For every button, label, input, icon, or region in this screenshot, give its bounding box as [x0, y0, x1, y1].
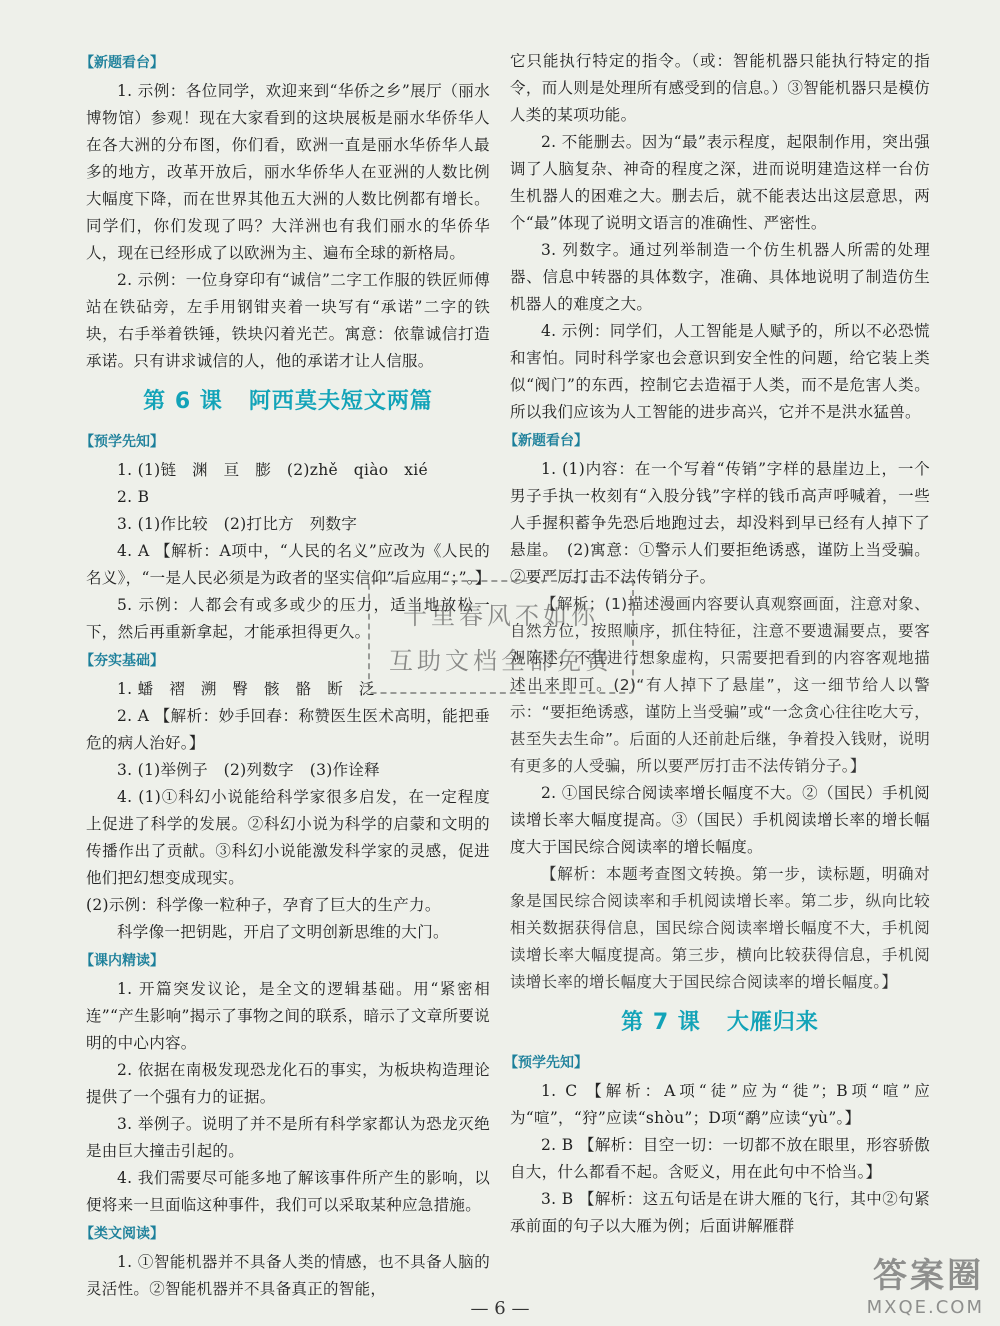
- stamp-line-2: 互助文档全部免费: [389, 647, 613, 675]
- section-tag: 【类文阅读】: [80, 1226, 164, 1242]
- section-tag-label: 预学先知: [94, 434, 150, 450]
- answer-paragraph: (2)示例：科学像一粒种子，孕育了巨大的生产力。: [86, 896, 441, 914]
- section-tag-label: 新题看台: [94, 55, 150, 71]
- section-tag-label: 类文阅读: [94, 1226, 150, 1242]
- answer-paragraph: 3. (1)举例子 (2)列数字 (3)作诠释: [117, 761, 380, 779]
- answer-paragraph: 4. 示例：同学们，人工智能是人赋予的，所以不必恐慌和害怕。同时科学家也会意识到安全性的问题，给它装上类似“阀门”的东西，控制它去造福于人类，而不是危害人类。所以我们应该为人工智能的进步高兴，它并不是洪水猛兽。: [510, 322, 930, 421]
- answer-paragraph: 5. 示例：人都会有或多或少的压力，适当地放松一下，然后再重新拿起，才能承担得更久。: [86, 596, 490, 641]
- section-tag: 【课内精读】: [80, 953, 164, 969]
- answer-paragraph: 科学像一把钥匙，开启了文明创新思维的大门。: [117, 923, 449, 941]
- analysis-paragraph: 【解析：(1)描述漫画内容要认真观察画面，注意对象、自然方位，按照顺序，抓住特征，注意不要遗漏要点，要客观陈述，不宜进行想象虚构，只需要把看到的内容客观地描述出来即可。(2)“有人掉下了悬崖”，这一细节给人以警示：“要拒绝诱惑，谨防上当受骗”或“一念贪心往往吃大亏，甚至失去生命”。后面的人还前赴后继，争着投入钱财，说明有更多的人受骗，所以要严厉打击不法传销分子。】: [510, 595, 930, 775]
- answer-paragraph: 2. 依据在南极发现恐龙化石的事实，为板块构造理论提供了一个强有力的证据。: [86, 1061, 490, 1106]
- answer-paragraph: 2. 不能删去。因为“最”表示程度，起限制作用，突出强调了人脑复杂、神奇的程度之深，进而说明建造这样一台仿生机器人的困难之大。删去后，就不能表达出这层意思，两个“最”体现了说明文语言的准确性、严密性。: [510, 133, 930, 232]
- watermark: [867, 1248, 984, 1318]
- watermark-line-1: 答案圈: [873, 1256, 984, 1296]
- answer-paragraph: 1. (1)内容：在一个写着“传销”字样的悬崖边上，一个男子手执一枚刻有“入股分钱”字样的钱币高声呼喊着，一些人手握积蓄争先恐后地跑过去，却没料到早已经有人掉下了悬崖。 (2)寓意：①警示人们要拒绝诱惑，谨防上当受骗。②要严厉打击不法传销分子。: [510, 460, 930, 586]
- answer-paragraph: 1. 示例：各位同学，欢迎来到“华侨之乡”展厅（丽水博物馆）参观！现在大家看到的这块展板是丽水华侨华人在各大洲的分布图，你们看，欧洲一直是丽水华侨华人最多的地方，改革开放后，丽水华侨华人在亚洲的人数比例大幅度下降，而在世界其他五大洲的人数比例都有增长。同学们，你们发现了吗？大洋洲也有我们丽水的华侨华人，现在已经形成了以欧洲为主、遍布全球的新格局。: [86, 82, 490, 262]
- section-tag: 【预学先知】: [504, 1055, 588, 1071]
- page-number: — 6 —: [470, 1298, 530, 1319]
- analysis-paragraph: 【解析：本题考查图文转换。第一步，读标题，明确对象是国民综合阅读率和手机阅读增长率。第二步，纵向比较相关数据获得信息，国民综合阅读率增长幅度不大，手机阅读增长率大幅度提高。第三步，横向比较获得信息，手机阅读增长率的增长幅度大于国民综合阅读率的增长幅度。】: [510, 865, 930, 991]
- answer-paragraph: 2. A 【解析：妙手回春：称赞医生医术高明，能把垂危的病人治好。】: [86, 707, 490, 752]
- answer-paragraph: 3. 举例子。说明了并不是所有科学家都认为恐龙灭绝是由巨大撞击引起的。: [86, 1115, 490, 1160]
- answer-paragraph: 它只能执行特定的指令。（或：智能机器只能执行特定的指令，而人则是处理所有感受到的信息。）③智能机器只是模仿人类的某项功能。: [510, 52, 930, 124]
- answer-paragraph: 2. B 【解析：目空一切：一切都不放在眼里，形容骄傲自大，什么都看不起。含贬义，用在此句中不恰当。】: [510, 1136, 930, 1181]
- answer-paragraph: 4. (1)①科幻小说能给科学家很多启发，在一定程度上促进了科学的发展。②科幻小说为科学的启蒙和文明的传播作出了贡献。③科幻小说能激发科学家的灵感，促进他们把幻想变成现实。: [86, 788, 490, 887]
- watermark-line-2: MXQE.COM: [866, 1297, 984, 1318]
- answer-paragraph: 2. 示例：一位身穿印有“诚信”二字工作服的铁匠师傅站在铁砧旁，左手用钢钳夹着一块写有“承诺”二字的铁块，右手举着铁锤，铁块闪着光芒。寓意：依靠诚信打造承诺。只有讲求诚信的人，他的承诺才让人信服。: [86, 271, 490, 370]
- answer-paragraph: 3. (1)作比较 (2)打比方 列数字: [117, 515, 358, 533]
- lesson-number: 第 6 课: [143, 389, 223, 414]
- lesson-heading: [510, 1008, 930, 1038]
- answer-paragraph: 1. ①智能机器并不具备人类的情感，也不具备人脑的灵活性。②智能机器并不具备真正的智能，: [86, 1253, 490, 1298]
- answer-paragraph: 1. 开篇突发议论，是全文的逻辑基础。用“紧密相连”“产生影响”揭示了事物之间的联系，暗示了文章所要说明的中心内容。: [86, 980, 490, 1052]
- stamp-mark: [368, 580, 634, 694]
- answer-paragraph: 4. A 【解析：A项中，“人民的名义”应改为《人民的名义》，“一是人民必须是为政者的坚实信仰”后应用“；”。】: [86, 542, 491, 587]
- answer-paragraph: 1. 蟠 褶 溯 臀 骸 骼 断 泛: [117, 680, 375, 698]
- section-tag-label: 夯实基础: [94, 653, 150, 669]
- section-tag: 【夯实基础】: [80, 653, 164, 669]
- section-tag: 【新题看台】: [80, 55, 164, 71]
- answer-paragraph: 1. (1)链 渊 亘 膨 (2)zhě qiào xié: [117, 461, 428, 479]
- answer-paragraph: 4. 我们需要尽可能多地了解该事件所产生的影响，以便将来一旦面临这种事件，我们可以采取某种应急措施。: [86, 1169, 490, 1214]
- section-tag-label: 新题看台: [518, 433, 574, 449]
- lesson-number: 第 7 课: [621, 1010, 701, 1035]
- lesson-heading: [86, 387, 490, 417]
- answer-paragraph: 2. ①国民综合阅读率增长幅度不大。②（国民）手机阅读增长率大幅度提高。③（国民）手机阅读增长率的增长幅度大于国民综合阅读率的增长幅度。: [510, 784, 930, 856]
- section-tag: 【新题看台】: [504, 433, 588, 449]
- lesson-title: 阿西莫夫短文两篇: [248, 389, 433, 414]
- section-tag-label: 课内精读: [94, 953, 150, 969]
- stamp-line-1: 十里春风不如你: [403, 602, 599, 630]
- answer-paragraph: 3. 列数字。通过列举制造一个仿生机器人所需的处理器、信息中转器的具体数字，准确、具体地说明了制造仿生机器人的难度之大。: [510, 241, 930, 313]
- section-tag: 【预学先知】: [80, 434, 164, 450]
- lesson-title: 大雁归来: [726, 1010, 819, 1035]
- answer-paragraph: 3. B 【解析：这五句话是在讲大雁的飞行，其中②句紧承前面的句子以大雁为例；后面讲解雁群: [510, 1190, 930, 1235]
- answer-paragraph: 2. B: [117, 488, 150, 506]
- section-tag-label: 预学先知: [518, 1055, 574, 1071]
- answer-paragraph: 1. C 【解析：A项“徒”应为“徙”；B项“喧”应为“喧”，“狩”应读“shòu”；D项“鹬”应读“yù”。】: [510, 1082, 930, 1127]
